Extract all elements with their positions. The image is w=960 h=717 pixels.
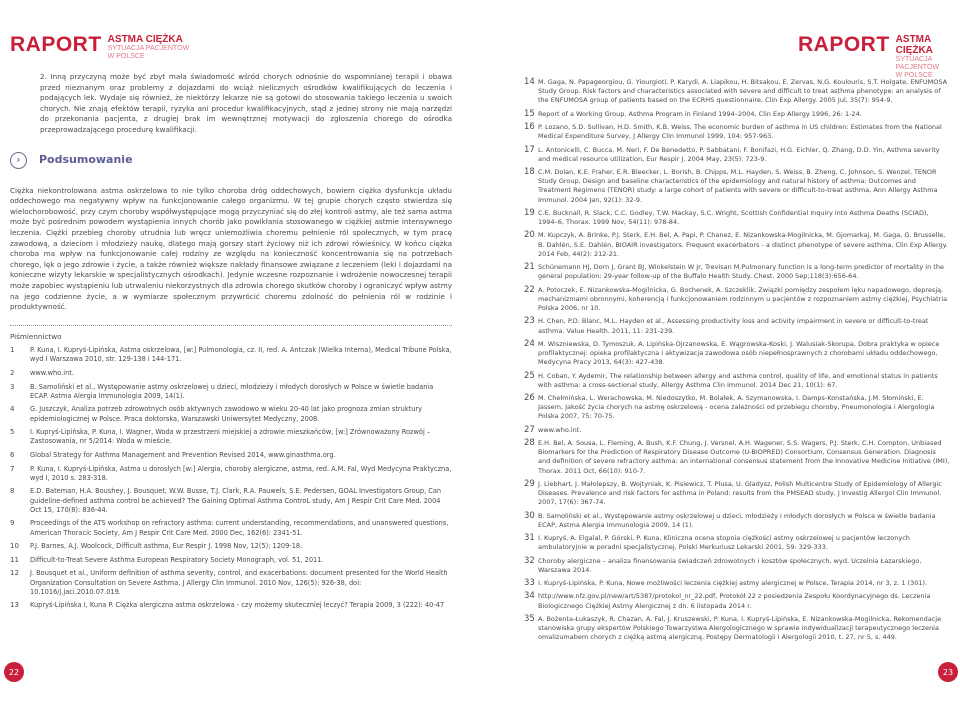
intro-paragraph (40, 72, 452, 136)
left-column (10, 72, 452, 615)
reference-number: 14 (524, 77, 535, 87)
reference-text: L. Antonicelli, C. Bucca, M. Neri, F. De Benedetto, P. Sabbatani, F. Bonifazi, H.G. Eichler, Q. Zhang, D.D. Yin, Asthma severity and medical resource utilization, Eur Respir J. 2004 May, 23(5): 723-9. (538, 145, 940, 163)
footnote-text: P.J. Barnes, A.J. Woolcock, Difficult asthma, Eur Respir J. 1998 Nov, 12(5): 1209-18. (30, 542, 303, 551)
reference-item (524, 146, 950, 164)
reference-item (524, 231, 950, 259)
reference-number: 23 (524, 316, 535, 327)
intro-text: 2. Inną przyczyną może być zbyt mała świadomość wśród chorych odnośnie do wspomnianej terapii i obawa przed nieznanym oraz problemy z dojazdami do wciąż nielicznych ośrodków kwalifikujących do leczenia i podających lek. Wydaje się również, że niektórzy lekarze nie są gotowi do stosowania takiego leczenia u swoich chorych. Nie znają efektów terapii, ryzyka ani procedur kwalifikacyjnych, stąd z jednej strony nie mają narzędzi do przekonania pacjenta, z drugiej brak im wewnętrznej motywacji do zgłoszenia chorego do ośrodka przeprowadzającego procedurę kwalifikacji. (40, 72, 452, 134)
footnote-item (10, 465, 452, 483)
footnote-number: 1 (10, 346, 15, 355)
footnote-item (10, 487, 452, 515)
reference-text: C.E. Bucknall, R. Slack, C.C. Godley, T.W. Mackay, S.C. Wright, Scottish Confidential Inquiry into Asthma Deaths (SCIAD), 1994–6, Thorax. 1999 Nov, 54(11): 978-84. (538, 208, 929, 227)
footnote-text: I. Kupryś-Lipińska, P. Kuna, I. Wagner, Woda w przestrzeni miejskiej a zdrowie mieszkańców, [w:] Zrównoważony Rozwój – Zastosowania, nr 5/2014: Woda w mieście. (30, 428, 431, 446)
reference-number: 33 (524, 578, 535, 589)
footnote-text: Kupryś-Lipińska I, Kuna P. Ciężka alergiczna astma oskrzelowa - czy możemy skuteczniej leczyć? Terapia 2009, 3 (222): 40-47 (30, 601, 445, 610)
reference-number: 16 (524, 122, 535, 132)
reference-item (524, 426, 950, 435)
footnotes-heading: Piśmiennictwo (10, 331, 62, 341)
footnote-item (10, 451, 452, 460)
footnote-text: www.who.int. (30, 369, 74, 378)
footnote-text: B. Samoliński et al., Występowanie astmy oskrzelowej u dzieci, młodzieży i młodych dorosłych w Polsce w świetle badania ECAP. Astma Alergia Immunologia 2009, 14(1). (30, 382, 434, 400)
footnote-item (10, 405, 452, 423)
reference-text: http://www.nfz.gov.pl/new/art/5387/protokol_nr_22.pdf, Protokół 22 z posiedzenia Zespołu Koordynacyjnego ds. Leczenia Biologicznego Ciężkiej Astmy Alergicznej z dn. 6 listopada 2014 r. (538, 592, 931, 610)
brand-subtitle-line2: W POLSCE (107, 53, 145, 60)
reference-number: 22 (524, 284, 535, 295)
reference-text: A. Potoczek, E. Nizankowska-Mogilnicka, G. Bochenek, A. Szczeklik, Związki pomiędzy zespołem lęku napadowego, depresją, mechanizmami obronnymi, koherencją i funkcjonowaniem rodzinnym u pacjentów z rozpoznaniem astmy ciężkiej, Psychiatria Polska 2006, nr 10. (538, 285, 948, 313)
reference-number: 27 (524, 424, 535, 435)
reference-text: J. Liebhart, J. Małolepszy, B. Wojtyniak, K. Pisiewicz, T. Plusa, U. Gladysz, Polish Multicentre Study of Epidemiology of Allergic Diseases. Prevalence and risk factors for asthma in Poland: results from the PMSEAD study, J Investig Allergol Clin Immunol. 2007, 17(6): 367-74. (538, 479, 942, 507)
brand-subtitle (108, 34, 190, 61)
reference-number: 25 (524, 370, 535, 381)
reference-item (524, 534, 950, 552)
reference-text: Choroby alergiczne – analiza finansowania świadczeń zdrowotnych i kosztów społecznych, wyd. Uczelnia Łazarskiego, Warszawa 2014. (538, 556, 922, 574)
reference-number: 31 (524, 533, 535, 544)
reference-item (524, 512, 950, 530)
footnote-text: Global Strategy for Asthma Management and Prevention Revised 2014, www.ginasthma.org. (30, 451, 336, 460)
reference-text: www.who.int. (538, 425, 582, 434)
footnote-item (10, 556, 452, 565)
reference-number: 20 (524, 230, 535, 241)
reference-number: 15 (524, 108, 535, 119)
summary-heading (10, 150, 452, 172)
footnotes-list (10, 346, 452, 610)
reference-item (524, 209, 950, 227)
footnote-number: 9 (10, 519, 15, 528)
reference-item (524, 579, 950, 588)
reference-item (524, 78, 950, 106)
reference-number: 21 (524, 262, 535, 273)
reference-number: 26 (524, 393, 535, 404)
reference-text: P. Lozano, S.D. Sullivan, H.D. Smith, K.B. Weiss, The economic burden of asthma in US children: Estimates from the National Medical Expenditure Survey, J Allergy Clin Immunol 1999, 104: 957-963. (538, 123, 942, 141)
reference-item (524, 110, 950, 119)
footnote-item (10, 569, 452, 597)
summary-title: Podsumowanie (39, 153, 133, 167)
reference-item (524, 615, 950, 643)
reference-text: H. Coban, Y. Aydemir, The relationship between allergy and asthma control, quality of life, and emotional status in patients with asthma: a cross-sectional study, Allergy Asthma Clin Immunol. 2014 Dec 21, 10(1): 67. (538, 371, 938, 389)
brand-subtitle-line2: W POLSCE (895, 72, 933, 79)
reference-item (524, 317, 950, 335)
footnote-text: Difficult-to-Treat Severe Asthma European Respiratory Society Monograph, vol. 51, 2011. (30, 555, 324, 564)
divider (10, 325, 452, 326)
summary-body (10, 186, 452, 313)
reference-text: A. Bożenta-Łukaszyk, R. Chazan, A. Fal, J. Kruszewski, P. Kuna, I. Kupryś-Lipińska, E. Nizankowska-Mogilnicka, Rekomendacje stanowiska grupy ekspertów Polskiego Towarzystwa Alergologicznego w sprawie indywidualizacji terapeutycznego leczenia omalizumabem chorych z ciężką astmą alergiczną, Postępy Dermatologii i Alergologii 2010, t. 27, nr 5, s. 449. (538, 614, 942, 642)
reference-text: E.H. Bel, A. Sousa, L. Fleming, A. Bush, K.F. Chung, J. Versnel, A.H. Wagener, S.S. Wagers, P.J. Sterk, C.H. Compton, Unbiased Biomarkers for the Prediction of Respiratory Disease Outcome (U-BIOPRED) Consortium, Consensus Generation. Diagnosis and definition of severe refractory asthma: an international consensus statement from the Innovative Medicine Initiative (IMI), Thorax. 2011 Oct, 66(10): 910-7. (538, 439, 950, 475)
footnote-number: 11 (10, 555, 19, 564)
reference-text: M. Kupczyk, A. Brinke, P.J. Sterk, E.H. Bel, A. Papi, P. Chanez, E. Nizankowska-Mogilnicka, M. Gjomarkaj, M. Gaga, G. Brusselle, B. Dahlén, S.E. Dahlén, BIOAIR investigators. Frequent exacerbators - a distinct phenotype of severe asthma, Clin Exp Allergy. 2014 Feb, 44(2): 212-21. (538, 231, 948, 258)
footnote-item (10, 383, 452, 401)
reference-text: C.M. Dolan, K.E. Fraher, E.R. Bleecker, L. Borish, B. Chipps, M.L. Hayden, S. Weiss, B. Zheng, C. Johnson, S. Wenzel, TENOR Study Group, Design and baseline characteristics of the epidemiology and natural history of asthma: Outcomes and Treatment Regimens (TENOR) study: a large cohort of patients with severe or difficult-to-treat asthma, Ann Allergy Asthma Immunol. 2004 Jan, 92(1): 32-9. (538, 168, 938, 204)
reference-number: 18 (524, 167, 535, 177)
reference-number: 24 (524, 338, 535, 349)
reference-item (524, 480, 950, 508)
reference-number: 32 (524, 555, 535, 566)
reference-number: 29 (524, 478, 535, 489)
reference-item (524, 372, 950, 390)
reference-item (524, 340, 950, 368)
footnote-item (10, 346, 452, 364)
footnote-text: G. Juszczyk, Analiza potrzeb zdrowotnych osób aktywnych zawodowo w wieku 20-40 lat jako prognoza zmian struktury epidemiologicznej w Polsce. Praca doktorska, Warszawski Uniwersytet Medyczny, 2008. (30, 405, 423, 423)
reference-item (524, 592, 950, 610)
reference-item (524, 286, 950, 314)
footnote-number: 10 (10, 542, 19, 551)
reference-text: M. Chełmińska, L. Werachowska, M. Niedoszytko, M. Bolałek, A. Szymanowska, I. Damps-Konstańska, J.M. Słomiński, E. Jassem, Jakość życia chorych na astmę oskrzelową - ocena zależności od przebiegu choroby, Pneumonologia i Alergologia Polska 2007, 75: 70-75. (538, 394, 935, 421)
summary-text: Ciężka niekontrolowana astma oskrzelowa to nie tylko choroba dróg oddechowych, bowiem ciężka dysfunkcja układu oddechowego ma negatywny wpływ na funkcjonowanie całego organizmu. W tej grupie chorych często stwierdza się wielochorobowość, przy czym choroby współwystępujące mogą przyczyniać się do złej kontroli astmy, ale też sama astma może być pośrednim powodem wystąpienia innych chorób jako powikłania stosowanego w ciężkiej astmie intensywnego leczenia. Ciężki przebieg choroby utrudnia lub wręcz uniemożliwia choremu pełnienie ról społecznych, w tym pracę zawodową, a dzieciom i młodzieży naukę, dlatego mają gorszy start życiowy niż ich zdrowi rówieśnicy. W końcu ciężka choroba ma wpływ na funkcjonowanie całej rodziny ze względu na konieczność koncentrowania się na potrzebach chorego, lęk o jego zdrowie i życie, a także również większe nakłady finansowe związane z leczeniem (leki i dojazdami na konieczne wizyty lekarskie w specjalistycznych ośrodkach). Jedynie wczesne rozpoznanie i wdrożenie nowoczesnej terapii może zapobiec wystąpieniu lub utrwaleniu niekorzystnych dla zdrowia chorego skutków choroby i ograniczyć wpływ astmy na jego codzienne życie, a w wymiarze społecznym przywrócić choremu zdolność do pełnienia ról w rodzinie i produktywność. (10, 185, 452, 312)
reference-text: H. Chen, P.D. Blanc, M.L. Hayden et al., Assessing productivity loss and activity impairment in severe or difficult-to-treat asthma. Value Health. 2011, 11: 231-239. (538, 317, 929, 335)
brand-word: RAPORT (798, 33, 890, 56)
footnote-number: 13 (10, 601, 19, 610)
chevron-right-circle-icon: › (10, 152, 27, 169)
footnote-item (10, 519, 452, 537)
reference-number: 28 (524, 438, 535, 449)
page-number-right: 23 (938, 662, 958, 682)
brand-subtitle-line1: SYTUACJA PACJENTÓW (107, 45, 190, 52)
footnote-number: 7 (10, 464, 15, 473)
footnote-text: E.D. Bateman, H.A. Boushey, J. Bousquet, W.W. Busse, T.J. Clark, R.A. Pauwels, S.E. Pedersen, GOAL Investigators Group, Can guideline-defined asthma control be achieved? The Gaining Optimal Asthma ControL study, Am J Respir Crit Care Med. 2004 Oct 15, 170(8): 836-44. (30, 487, 442, 514)
footnote-number: 5 (10, 428, 15, 437)
footnote-number: 12 (10, 569, 19, 578)
footnote-number: 4 (10, 405, 15, 414)
reference-item (524, 394, 950, 422)
reference-item (524, 557, 950, 575)
brand-subtitle (896, 34, 960, 80)
reference-number: 35 (524, 613, 535, 624)
reference-item (524, 168, 950, 205)
brand-title: ASTMA CIĘŻKA (895, 34, 933, 56)
reference-item (524, 123, 950, 141)
reference-number: 17 (524, 144, 535, 155)
footnote-item (10, 601, 452, 610)
footnote-item (10, 428, 452, 446)
reference-number: 30 (524, 510, 535, 521)
footnote-text: P. Kuna, I. Kupryś-Lipińska, Astma oskrzelowa, [w:] Pulmonologia, cz. II, red. A. Antczak (Wielka Interna), Medical Tribune Polska, wyd I Warszawa 2010, str. 129-138 i 144-171. (30, 346, 452, 364)
reference-text: I. Kupryś, A. Elgalal, P. Górski, P. Kuna, Kliniczna ocena stopnia ciężkości astmy oskrzelowej u pacjentów leczonych ambulatoryjnie w poradni specjalistycznej, Polski Merkuriusz Lekarski 2001, 59: 329-333. (538, 534, 910, 552)
page-number-left: 22 (4, 662, 24, 682)
footnote-number: 2 (10, 369, 15, 378)
reference-text: I. Kupryś-Lipińska, P. Kuna, Nowe możliwości leczenia ciężkiej astmy alergicznej w Polsce, Terapia 2014, nr 3, z. 1 (301). (538, 579, 928, 588)
reference-number: 34 (524, 591, 535, 602)
reference-item (524, 263, 950, 281)
footnote-text: J. Bousquet et al., Uniform definition of asthma severity, control, and exacerbations: document presented for the World Health Organization Consultation on Severe Asthma, J Allergy Clin Immunol. 2010 Nov, 126(5): 926-38, doi: 10.1016/j.jaci.2010.07.019. (30, 569, 448, 596)
report-header-right (798, 34, 960, 80)
right-column (524, 78, 950, 647)
reference-text: M. Wiszniewska, D. Tymoszuk, A. Lipińska-Ojrzanowska, E. Wągrowska-Koski, J. Walusiak-Skorupa, Dobra praktyka w opiece profilaktycznej: opieka profilaktyczna i aktywizacja zawodowa osób niepełnosprawnych z chorobami układu oddechowego, Medycyna Pracy 2013, 64(3): 427-438. (538, 339, 940, 367)
footnote-text: Proceedings of the ATS workshop on refractory asthma: current understanding, recommendations, and unanswered questions, American Thoracic Society, Am J Respir Crit Care Med. 2000 Dec, 162(6): 2341-51. (30, 519, 449, 537)
brand-subtitle-line1: SYTUACJA PACJENTÓW (895, 56, 940, 71)
reference-number: 19 (524, 207, 535, 218)
reference-text: M. Gaga, N. Papageorgiou, G. Yiourgioti, P. Karydi, A. Liapikou, H. Bitsakou, E. Zervas, N.G. Koulouris, S.T. Holgate, ENFUMOSA Study Group. Risk factors and characteristics associated with severe and difficult to treat asthma phenotype: an analysis of the ENFUMOSA group of patients based on the ECRHS questionnaire, Clin Exp Allergy. 2005 Jul, 35(7): 954-9. (538, 78, 948, 105)
footnote-item (10, 369, 452, 378)
reference-text: Schünemann HJ, Dorn J, Grant BJ, Winkelstein W Jr, Trevisan M.Pulmonary function is a long-term predictor of mortality in the general population: 29-year follow-up of the Buffalo Health Study. Chest. 2000 Sep;118(3):656-64. (538, 263, 944, 281)
footnote-number: 6 (10, 451, 15, 460)
report-header-left (10, 34, 189, 61)
footnote-number: 8 (10, 487, 15, 496)
brand-word: RAPORT (10, 33, 102, 56)
footnote-number: 3 (10, 382, 15, 391)
reference-text: B. Samoliński et al., Występowanie astmy oskrzelowej u dzieci, młodzieży i młodych dorosłych w Polsce w świetle badania ECAP, Astma Alergia Immunologia 2009, 14 (1). (538, 511, 936, 529)
footnote-text: P. Kuna, I. Kupryś-Lipińska, Astma u dorosłych [w:] Alergia, choroby alergiczne, astma, red. A.M. Fal, Wyd Medycyna Praktyczna, wyd I, 2010 s. 283-318. (30, 464, 452, 482)
reference-item (524, 439, 950, 476)
footnote-item (10, 542, 452, 551)
reference-text: Report of a Working Group. Asthma Program in Finland 1994–2004, Clin Exp Allergy 1996, 26: 1-24. (538, 109, 862, 118)
brand-title: ASTMA CIĘŻKA (107, 34, 183, 45)
